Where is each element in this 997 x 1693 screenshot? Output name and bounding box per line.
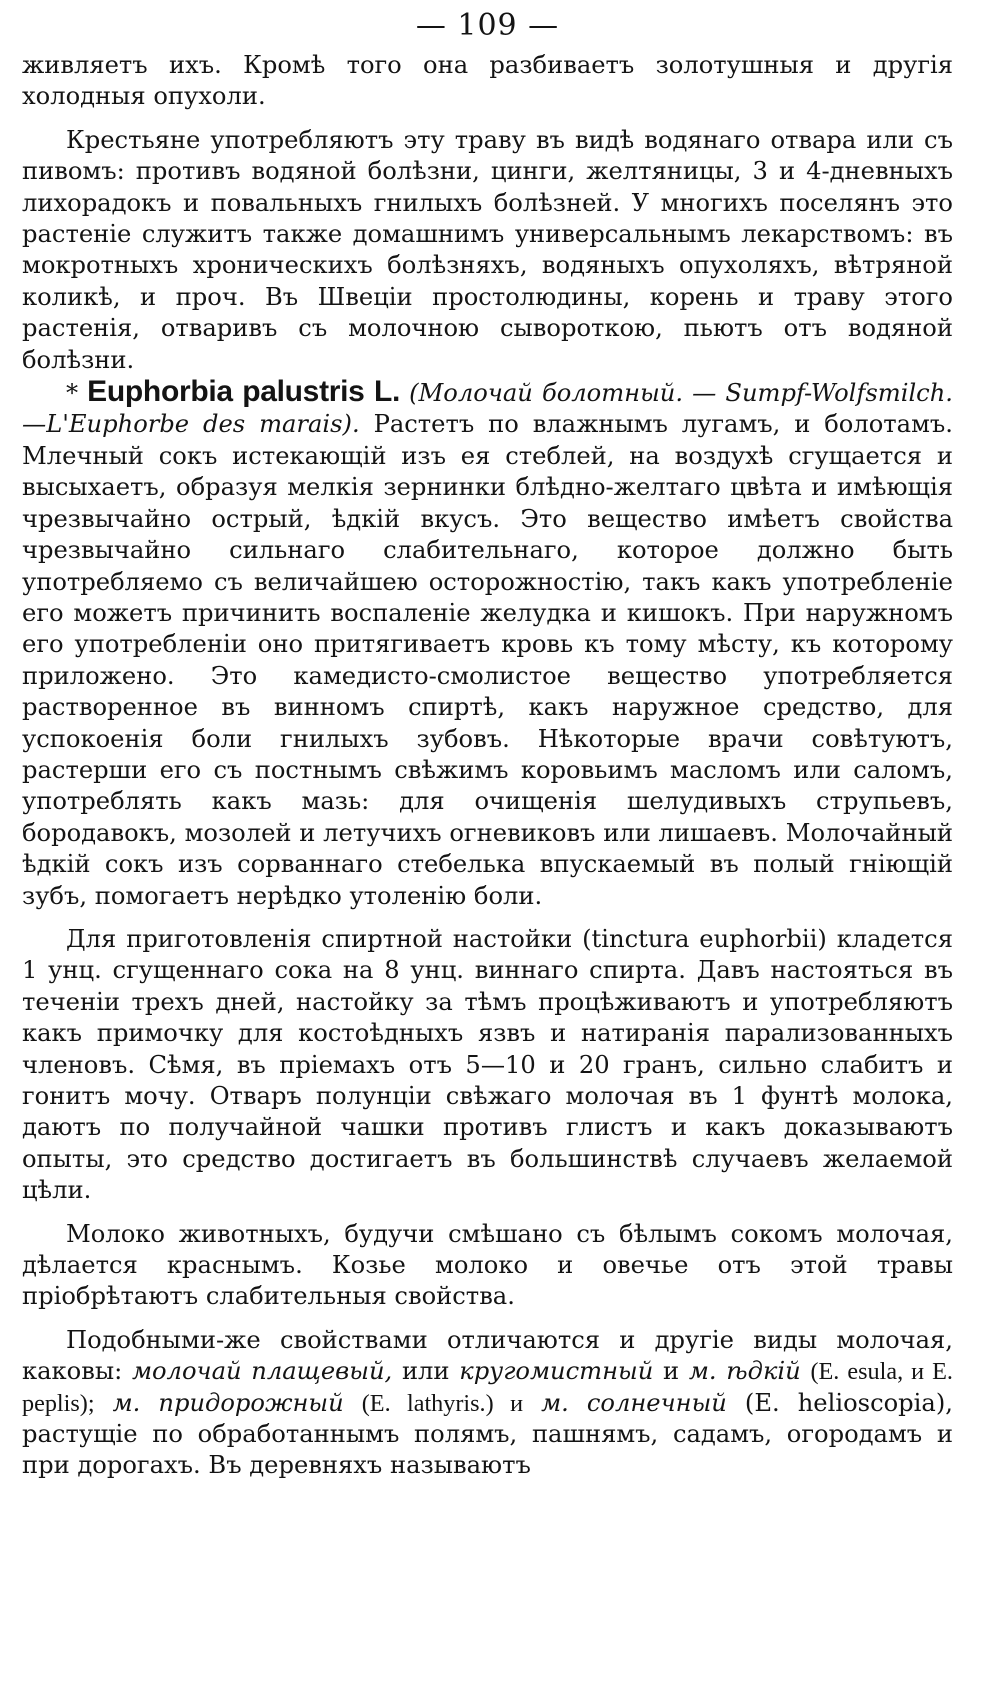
paragraph-milk: Молоко животныхъ, будучи смѣшано съ бѣлымъ сокомъ молочая, дѣлается краснымъ. Козье молоко и овечье отъ этой травы пріобрѣтаютъ слабительныя свойства. <box>22 1219 953 1311</box>
text-segment: (E. helioscopia), растущіе по обработаннымъ полямъ, пашнямъ, садамъ, огородамъ и при дорогахъ. Въ деревняхъ называютъ <box>22 1388 953 1480</box>
species-heading: Euphorbia palustris L. <box>87 375 401 409</box>
paragraph-peasant-use: Крестьяне употребляютъ эту траву въ видѣ водянаго отвара или съ пивомъ: противъ водяной болѣзни, цинги, желтяницы, 3 и 4-дневныхъ лихорадокъ и повальныхъ гнилыхъ болѣзней. У многихъ поселянъ это растеніе служитъ также домашнимъ универсальнымъ лекарствомъ: въ мокротныхъ хроническихъ болѣзняхъ, водяныхъ опухоляхъ, вѣтряной коликѣ, и проч. Въ Швеціи простолюдины, корень и траву этого растенія, отваривъ съ молочною сывороткою, пьютъ отъ водяной болѣзни. <box>22 125 953 374</box>
species-name-italic: кругомистный <box>459 1357 654 1386</box>
species-name-italic: м. придорожный <box>112 1388 344 1417</box>
species-name-italic: м. ѣдкій <box>688 1357 801 1386</box>
species-description: Растетъ по влажнымъ лугамъ, и болотамъ. Млечный сокъ истекающій изъ ея стеблей, на воздухѣ сгущается и высыхаетъ, образуя мелкія зернинки блѣдно-желтаго цвѣта и имѣющія чрезвычайно острый, ѣдкій вкусъ. Это вещество имѣетъ свойства чрезвычайно сильнаго слабительнаго, которое должно быть употребляемо съ величайшею осторожностію, такъ какъ употребленіе его можетъ причинить воспаленіе желудка и кишокъ. При наружномъ его употребленіи оно притягиваетъ кровь къ тому мѣсту, къ которому приложено. Это камедисто-смолистое вещество употребляется растворенное въ винномъ спиртѣ, какъ наружное средство, для успокоенія боли гнилыхъ зубовъ. Нѣкоторые врачи совѣтуютъ, растерши его съ постнымъ свѣжимъ коровьимъ масломъ или саломъ, употреблять какъ мазь: для очищенія шелудивыхъ струпьевъ, бородавокъ, мозолей и летучихъ огневиковъ или лишаевъ. Молочайный ѣдкій сокъ изъ сорваннаго стебелька впускаемый въ полый гніющій зубъ, помогаетъ нерѣдко утоленію боли. <box>22 410 953 910</box>
latin-names: (E. esula, и E. peplis); <box>22 1358 953 1417</box>
text-segment: и <box>663 1357 680 1386</box>
text-segment: Подобными-же свойствами отличаются и другіе виды молочая, каковы: <box>22 1325 953 1386</box>
paragraph-tincture: Для приготовленія спиртной настойки (tinctura euphorbii) кладется 1 унц. сгущеннаго сока на 8 унц. виннаго спирта. Давъ настояться въ теченіи трехъ дней, настойку за тѣмъ процѣживаютъ и употребляютъ какъ примочку для костоѣдныхъ язвъ и натиранія парализованныхъ членовъ. Сѣмя, въ пріемахъ отъ 5—10 и 20 гранъ, сильно слабитъ и гонитъ мочу. Отваръ полунціи свѣжаго молочая въ 1 фунтѣ молока, даютъ по получайной чашки противъ глистъ и какъ доказываютъ опыты, это средство достигаетъ въ большинствѣ случаевъ желаемой цѣли. <box>22 924 953 1205</box>
latin-names: (E. lathyris.) и <box>361 1389 524 1417</box>
text-segment: или <box>401 1357 450 1386</box>
paragraph-euphorbia-palustris <box>22 376 953 912</box>
species-name-italic: м. солнечный <box>541 1388 727 1417</box>
paragraph-continuation: живляетъ ихъ. Кромѣ того она разбиваетъ золотушныя и другія холодныя опухоли. <box>22 51 953 111</box>
species-common-names: (Молочай болотный. — Sumpf-Wolfsmilch.—L'Euphorbe des marais). <box>22 379 953 439</box>
species-name-italic: молочай плащевый, <box>131 1357 393 1386</box>
page-number: — 109 — <box>415 8 560 43</box>
footnote-star: * <box>66 379 79 408</box>
paragraph-other-species <box>22 1325 953 1482</box>
